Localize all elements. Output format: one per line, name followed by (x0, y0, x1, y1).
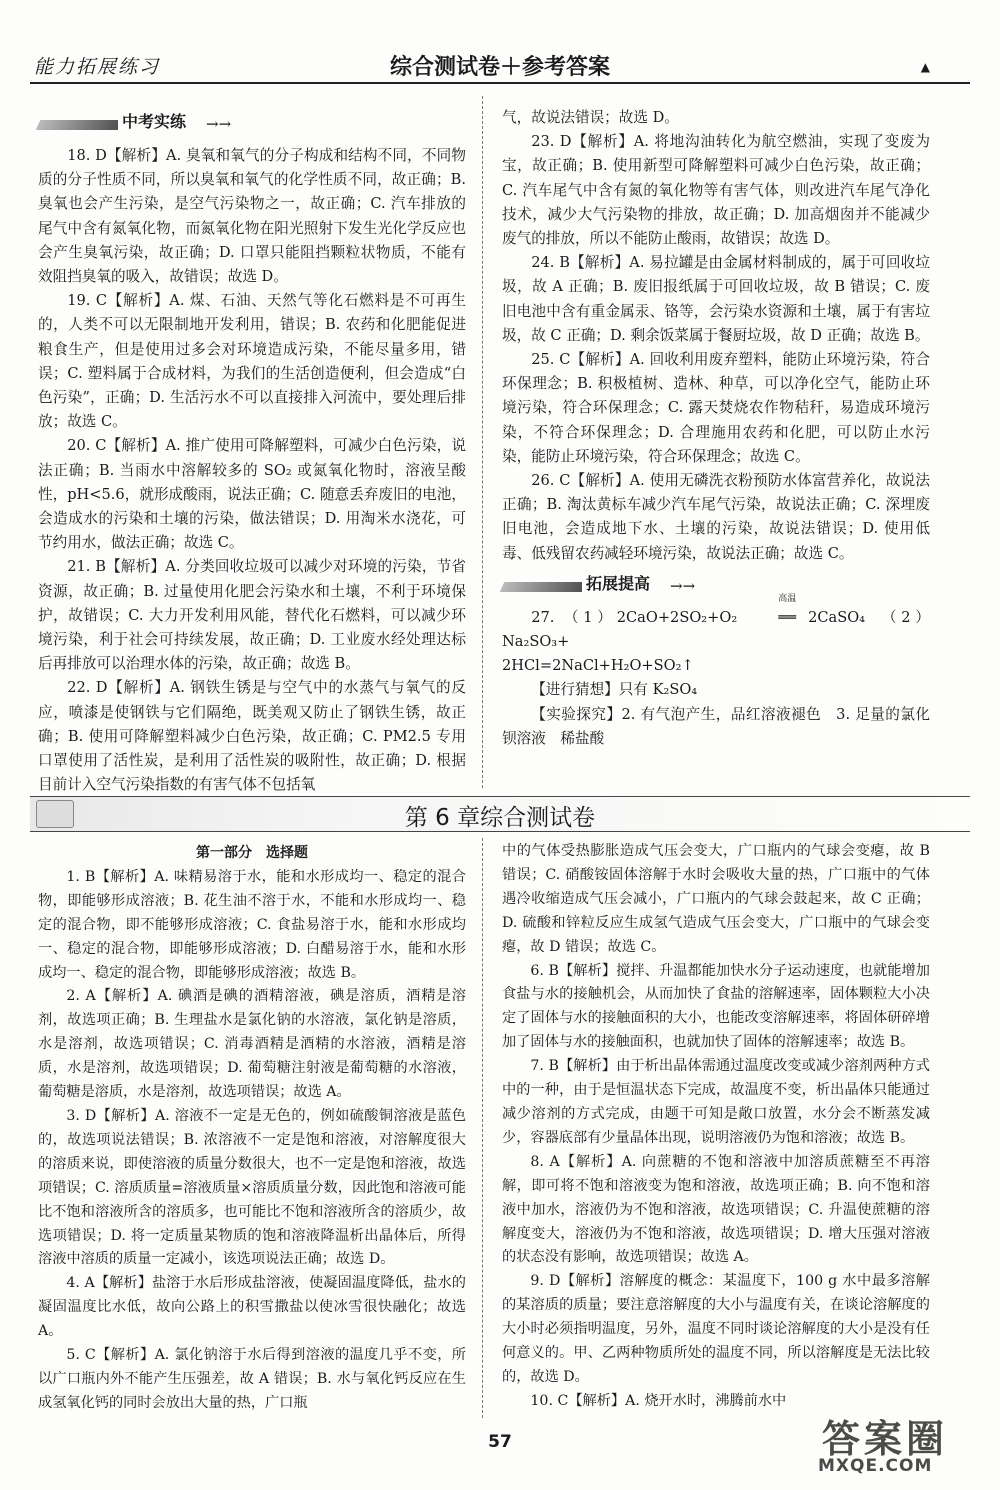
header-triangle-icon: ▲ (920, 60, 930, 74)
answer-9: 9. D【解析】溶解度的概念：某温度下，100 g 水中最多溶解的某溶质的质量；要注意溶解度的大小与温度有关，在谈论溶解度的大小时必须指明温度，另外，温度不同时谈论溶解度的大小是没有任何意义的。甲、乙两种物质所处的温度不同，所以溶解度是无法比较的，故选 D。 (502, 1273, 930, 1385)
answers-top-right (502, 106, 930, 751)
equals-sign-icon: ══ (778, 608, 796, 626)
column-divider-top (482, 96, 483, 788)
answers-top-left (38, 108, 466, 797)
section-banner-tuozhan (502, 570, 930, 600)
site-watermark-logo (802, 1408, 982, 1478)
section-banner-zhongkao (38, 108, 466, 138)
page-number: 57 (488, 1432, 512, 1452)
section-title-zhongkao: 中考实练 (118, 110, 190, 134)
answer-4: 4. A【解析】盐溶于水后形成盐溶液，使凝固温度降低，盐水的凝固温度比水低，故向公路上的积雪撒盐以使冰雪很快融化；故选 A。 (38, 1275, 466, 1340)
double-arrow-icon: →→ (206, 115, 232, 133)
answer-8: 8. A【解析】A. 向蔗糖的不饱和溶液中加溶质蔗糖至不再溶解，即可将不饱和溶液变为饱和溶液，故选项正确；B. 向不饱和溶液中加水，溶液仍为不饱和溶液，故选项错误；C. 升温使蔗糖的溶解度变大，溶液仍为不饱和溶液，故选项错误；D. 增大压强对溶液的状态没有影响，故选项错误；故选 A。 (502, 1153, 930, 1266)
eq1-left: 27. （1）2CaO+2SO₂+O₂ (531, 608, 738, 626)
answer-24: 24. B【解析】A. 易拉罐是由金属材料制成的，属于可回收垃圾，故 A 正确；B. 废旧报纸属于可回收垃圾，故 B 错误；C. 废旧电池中含有重金属汞、铬等，会污染水资源和土壤，属于有害垃圾，故 C 正确；D. 剩余饭菜属于餐厨垃圾，故 D 正确；故选 B。 (502, 254, 930, 344)
column-divider-bottom (482, 838, 483, 1418)
section-title-tuozhan: 拓展提高 (582, 572, 654, 596)
running-title: 综合测试卷＋参考答案 (389, 55, 610, 80)
answer-27-explore: 【实验探究】2. 有气泡产生，品红溶液褪色 3. 足量的氯化钡溶液 稀盐酸 (502, 705, 930, 747)
answer-6: 6. B【解析】搅拌、升温都能加快水分子运动速度，也就能增加食盐与水的接触机会，从而加快了食盐的溶解速率，固体颗粒大小决定了固体与水的接触面积的大小，也能改变溶解速率，将固体研碎增加了固体与水的接触面积，也就加快了固体的溶解速率；故选 B。 (502, 962, 930, 1051)
answer-7: 7. B【解析】由于析出晶体需通过温度改变或减少溶剂两种方式中的一种，由于是恒温状态下完成，故温度不变，析出晶体只能通过减少溶剂的方式完成，由题干可知是敞口放置，水分会不断蒸发减少，容器底部有少量晶体出现，说明溶液仍为饱和溶液；故选 B。 (502, 1058, 930, 1146)
page-header (30, 48, 970, 84)
answer-3: 3. D【解析】A. 溶液不一定是无色的，例如硫酸铜溶液是蓝色的，故选项说法错误；B. 浓溶液不一定是饱和溶液，对溶解度很大的溶质来说，即使溶液的质量分数很大，也不一定是饱和溶液，故选项错误；C. 溶质质量=溶液质量×溶质质量分数，因此饱和溶液可能比不饱和溶液所含的溶质多，也可能比不饱和溶液所含的溶质少，故选项错误；D. 将一定质量某物质的饱和溶液降温析出晶体后，所得溶液中溶质的质量一定减小，该选项说法正确；故选 D。 (38, 1107, 466, 1268)
answers-bottom-right (502, 840, 930, 1414)
answer-1: 1. B【解析】A. 味精易溶于水，能和水形成均一、稳定的混合物，即能够形成溶液；B. 花生油不溶于水，不能和水形成均一、稳定的混合物，即不能够形成溶液；C. 食盐易溶于水，能和水形成均一、稳定的混合物，即能够形成溶液；D. 白醋易溶于水，能和水形成均一、稳定的混合物，即能够形成溶液；故选 B。 (38, 868, 466, 981)
answer-5-cont: 中的气体受热膨胀造成气压会变大，广口瓶内的气球会变瘪，故 B 错误；C. 硝酸铵固体溶解于水时会吸收大量的热，广口瓶中的气体遇冷收缩造成气压会减小，广口瓶内的气球会鼓起来，故 C 正确；D. 硫酸和锌粒反应生成氢气造成气压会变大，广口瓶中的气球会变瘪，故 D 错误；故选 C。 (502, 843, 930, 955)
chapter-banner (30, 796, 970, 832)
answer-2: 2. A【解析】A. 碘酒是碘的酒精溶液，碘是溶质，酒精是溶剂，故选项正确；B. 生理盐水是氯化钠的水溶液，氯化钠是溶质，水是溶剂，故选项错误；C. 消毒酒精是酒精的水溶液，酒精是溶质，水是溶剂，故选项错误；D. 葡萄糖注射液是葡萄糖的水溶液，葡萄糖是溶质，水是溶剂，故选项错误；故选 A。 (38, 988, 466, 1101)
reaction-condition: 高温 (778, 593, 797, 604)
reaction-arrow (747, 593, 799, 630)
part-title: 第一部分 选择题 (196, 845, 308, 861)
answer-26: 26. C【解析】A. 使用无磷洗衣粉预防水体富营养化，故说法正确；B. 淘汰黄标车减少汽车尾气污染，故说法正确；C. 深埋废旧电池，会造成地下水、土壤的污染，故说法错误；D. 使用低毒、低残留农药减轻环境污染，故说法正确；故选 C。 (502, 472, 930, 562)
answer-27-guess: 【进行猜想】只有 K₂SO₄ (531, 681, 698, 699)
watermark-url: MXQE.COM (818, 1456, 933, 1476)
answer-19: 19. C【解析】A. 煤、石油、天然气等化石燃料是不可再生的，人类不可以无限制地开发利用，错误；B. 农药和化肥能促进粮食生产，但是使用过多会对环境造成污染，不能尽量多用，错误；C. 塑料属于合成材料，为我们的生活创造便利，但会造成“白色污染”，正确；D. 生活污水不可以直接排入河流中，要处理后排放；故选 C。 (38, 292, 466, 431)
answer-18: 18. D【解析】A. 臭氧和氧气的分子构成和结构不同，不同物质的分子性质不同，所以臭氧和氧气的化学性质不同，故正确；B. 臭氧也会产生污染，是空气污染物之一，故正确；C. 汽车排放的尾气中含有氮氧化物，而氮氧化物在阳光照射下发生光化学反应也会产生臭氧污染，故正确；D. 口罩只能阻挡颗粒状物质，不能有效阻挡臭氧的吸入，故错误；故选 D。 (38, 147, 466, 286)
answer-27-eq1 (502, 593, 930, 654)
book-series-title: 能力拓展练习 (34, 56, 161, 78)
answer-27-eq2: 2HCl=2NaCl+H₂O+SO₂↑ (502, 657, 694, 675)
answer-25: 25. C【解析】A. 回收利用废弃塑料，能防止环境污染，符合环保理念；B. 积极植树、造林、种草，可以净化空气，能防止环境污染，符合环保理念；C. 露天焚烧农作物秸秆，易造成环境污染，不符合环保理念；D. 合理施用农药和化肥，可以防止水污染，能防止环境污染，符合环保理念；故选 C。 (502, 351, 930, 465)
eq1-right: 2CaSO₄ （2）Na₂SO₃+ (502, 608, 930, 651)
answer-10: 10. C【解析】A. 烧开水时，沸腾前水中 (530, 1392, 787, 1409)
answer-22: 22. D【解析】A. 钢铁生锈是与空气中的水蒸气与氧气的反应，喷漆是使钢铁与它们隔绝，既美观又防止了钢铁生锈，故正确；B. 使用可降解塑料减少白色污染，故正确；C. PM2.5 专用口罩使用了活性炭，是利用了活性炭的吸附性，故正确；D. 根据目前计入空气污染指数的有害气体不包括氧 (38, 679, 466, 794)
answers-bottom-left (38, 842, 466, 1416)
watermark-text: 答案圈 (822, 1417, 949, 1461)
answer-21: 21. B【解析】A. 分类回收垃圾可以减少对环境的污染，节省资源，故正确；B. 过量使用化肥会污染水和土壤，不利于环境保护，故错误；C. 大力开发利用风能，替代化石燃料，可以减少环境污染，利于社会可持续发展，故正确；D. 工业废水经处理达标后再排放可以治理水体的污染，故正确；故选 B。 (38, 558, 466, 673)
answer-20: 20. C【解析】A. 推广使用可降解塑料，可减少白色污染，说法正确；B. 当雨水中溶解较多的 SO₂ 或氮氧化物时，溶液呈酸性，pH<5.6，就形成酸雨，说法正确；C. 随意丢弃废旧的电池，会造成水的污染和土壤的污染，做法错误；D. 用淘米水浇花，可节约用水，做法正确；故选 C。 (38, 437, 466, 552)
answer-23: 23. D【解析】A. 将地沟油转化为航空燃油，实现了变废为宝，故正确；B. 使用新型可降解塑料可减少白色污染，故正确；C. 汽车尾气中含有氮的氧化物等有害气体，则改进汽车尾气净化技术，减少大气污染物的排放，故正确；D. 加高烟囱并不能减少废气的排放，所以不能防止酸雨，故错误；故选 D。 (502, 133, 930, 248)
chapter-title: 第 6 章综合测试卷 (404, 805, 596, 831)
double-arrow-icon: →→ (670, 576, 696, 595)
answer-22-cont: 气，故说法错误；故选 D。 (502, 109, 679, 126)
answer-5: 5. C【解析】A. 氯化钠溶于水后得到溶液的温度几乎不变，所以广口瓶内外不能产生压强差，故 A 错误；B. 水与氧化钙反应在生成氢氧化钙的同时会放出大量的热，广口瓶 (38, 1347, 466, 1411)
